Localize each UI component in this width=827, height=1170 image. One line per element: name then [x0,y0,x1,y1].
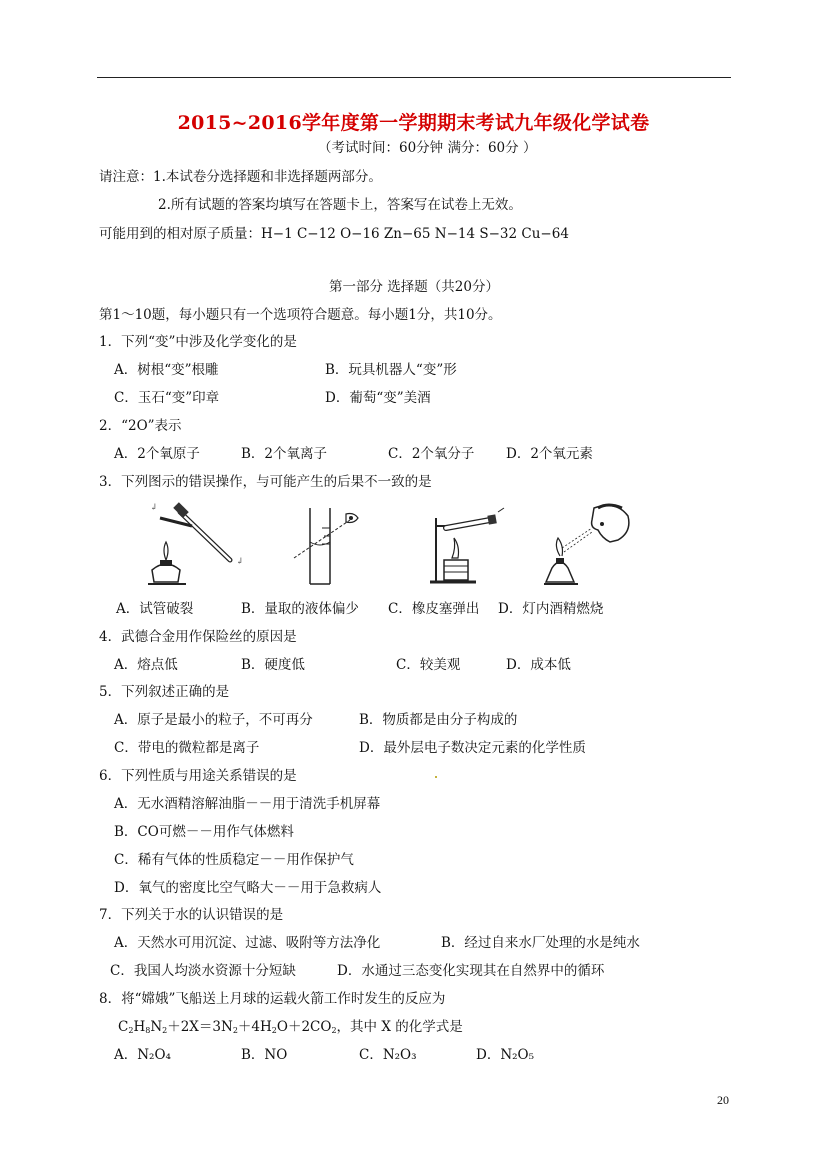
question-8-option-a: A．N₂O₄ [114,1047,171,1063]
question-8-option-d: D．N₂O₅ [476,1047,535,1063]
alcohol-lamp-blowing-icon [536,498,636,590]
note-1: 1.本试卷分选择题和非选择题两部分。 [153,169,382,185]
question-8-stem: 8．将“嫦娥”飞船送上月球的运载火箭工作时发生的反应为 [99,991,446,1007]
question-8-option-c: C．N₂O₃ [359,1047,417,1063]
question-1-option-c: C．玉石“变”印章 [114,390,220,406]
question-6-option-b: B．CO可燃－－用作气体燃料 [114,824,294,840]
question-7-stem: 7．下列关于水的认识错误的是 [99,907,284,923]
question-6-stem: 6．下列性质与用途关系错误的是 [99,768,297,784]
question-2-option-c: C．2个氧分子 [388,446,475,462]
question-3-option-c: C．橡皮塞弹出 [388,601,480,617]
section-instruction: 第1～10题，每小题只有一个选项符合题意。每小题1分，共10分。 [99,307,502,323]
notes-label: 请注意： [99,169,153,185]
question-4-option-b: B．硬度低 [241,657,305,673]
question-1-option-d: D．葡萄“变”美酒 [325,390,431,406]
note-2: 2.所有试题的答案均填写在答题卡上，答案写在试卷上无效。 [158,197,522,213]
stoppered-tube-heating-icon [416,498,516,590]
question-8-equation-tail: ，其中 X 的化学式是 [336,1019,463,1035]
graduated-cylinder-reading-icon [288,498,368,590]
question-3-option-d: D．灯内酒精燃烧 [498,601,604,617]
exam-info: （考试时间：60分钟 满分：60分 ） [318,140,537,156]
question-4-option-d: D．成本低 [506,657,571,673]
question-2-option-d: D．2个氧元素 [506,446,593,462]
question-3-option-b: B．量取的液体偏少 [241,601,359,617]
question-8-equation: $C_2H_8N_2+2X=3N_2+4H_2O+2CO_2$，其中 X 的化学式是 [118,1019,463,1035]
question-2-option-a: A．2个氧原子 [114,446,200,462]
question-5-option-d: D．最外层电子数决定元素的化学性质 [359,740,586,756]
stray-mark [435,776,437,778]
question-7-option-c: C．我国人均淡水资源十分短缺 [110,963,296,979]
page-title: 2015~2016学年度第一学期期末考试九年级化学试卷 [177,112,650,134]
question-5-option-b: B．物质都是由分子构成的 [359,712,518,728]
question-3-figures [120,498,640,590]
question-1-option-b: B．玩具机器人“变”形 [325,362,457,378]
question-5-stem: 5．下列叙述正确的是 [99,684,230,700]
header-rule [97,77,731,78]
question-6-option-c: C．稀有气体的性质稳定－－用作保护气 [114,852,354,868]
question-6-option-d: D．氧气的密度比空气略大－－用于急救病人 [114,880,382,896]
question-1-option-a: A．树根“变”根雕 [114,362,219,378]
svg-text:↲: ↲ [236,557,244,567]
question-2-stem: 2．“2O”表示 [99,418,182,434]
question-5-option-c: C．带电的微粒都是离子 [114,740,260,756]
question-5-option-a: A．原子是最小的粒子，不可再分 [114,712,313,728]
question-3-stem: 3．下列图示的错误操作，与可能产生的后果不一致的是 [99,474,432,490]
question-7-option-a: A．天然水可用沉淀、过滤、吸附等方法净化 [114,935,381,951]
page-number: 20 [717,1093,729,1107]
question-7-option-d: D．水通过三态变化实现其在自然界中的循环 [337,963,605,979]
question-8-option-b: B．NO [241,1047,288,1063]
atomic-masses: 可能用到的相对原子质量：H−1 C−12 O−16 Zn−65 N−14 S−32 Cu−64 [99,226,569,242]
question-1-stem: 1．下列“变”中涉及化学变化的是 [99,334,297,350]
question-2-option-b: B．2个氧离子 [241,446,328,462]
question-4-option-a: A．熔点低 [114,657,178,673]
question-6-option-a: A．无水酒精溶解油脂－－用于清洗手机屏幕 [114,796,381,812]
notes-line-1 [99,168,382,186]
question-3-option-a: A．试管破裂 [116,601,194,617]
question-4-option-c: C．较美观 [396,657,461,673]
question-4-stem: 4．武德合金用作保险丝的原因是 [99,629,297,645]
svg-text:↲: ↲ [150,503,158,513]
test-tube-heating-icon [130,498,250,590]
section-title: 第一部分 选择题（共20分） [329,279,499,295]
question-7-option-b: B．经过自来水厂处理的水是纯水 [441,935,640,951]
